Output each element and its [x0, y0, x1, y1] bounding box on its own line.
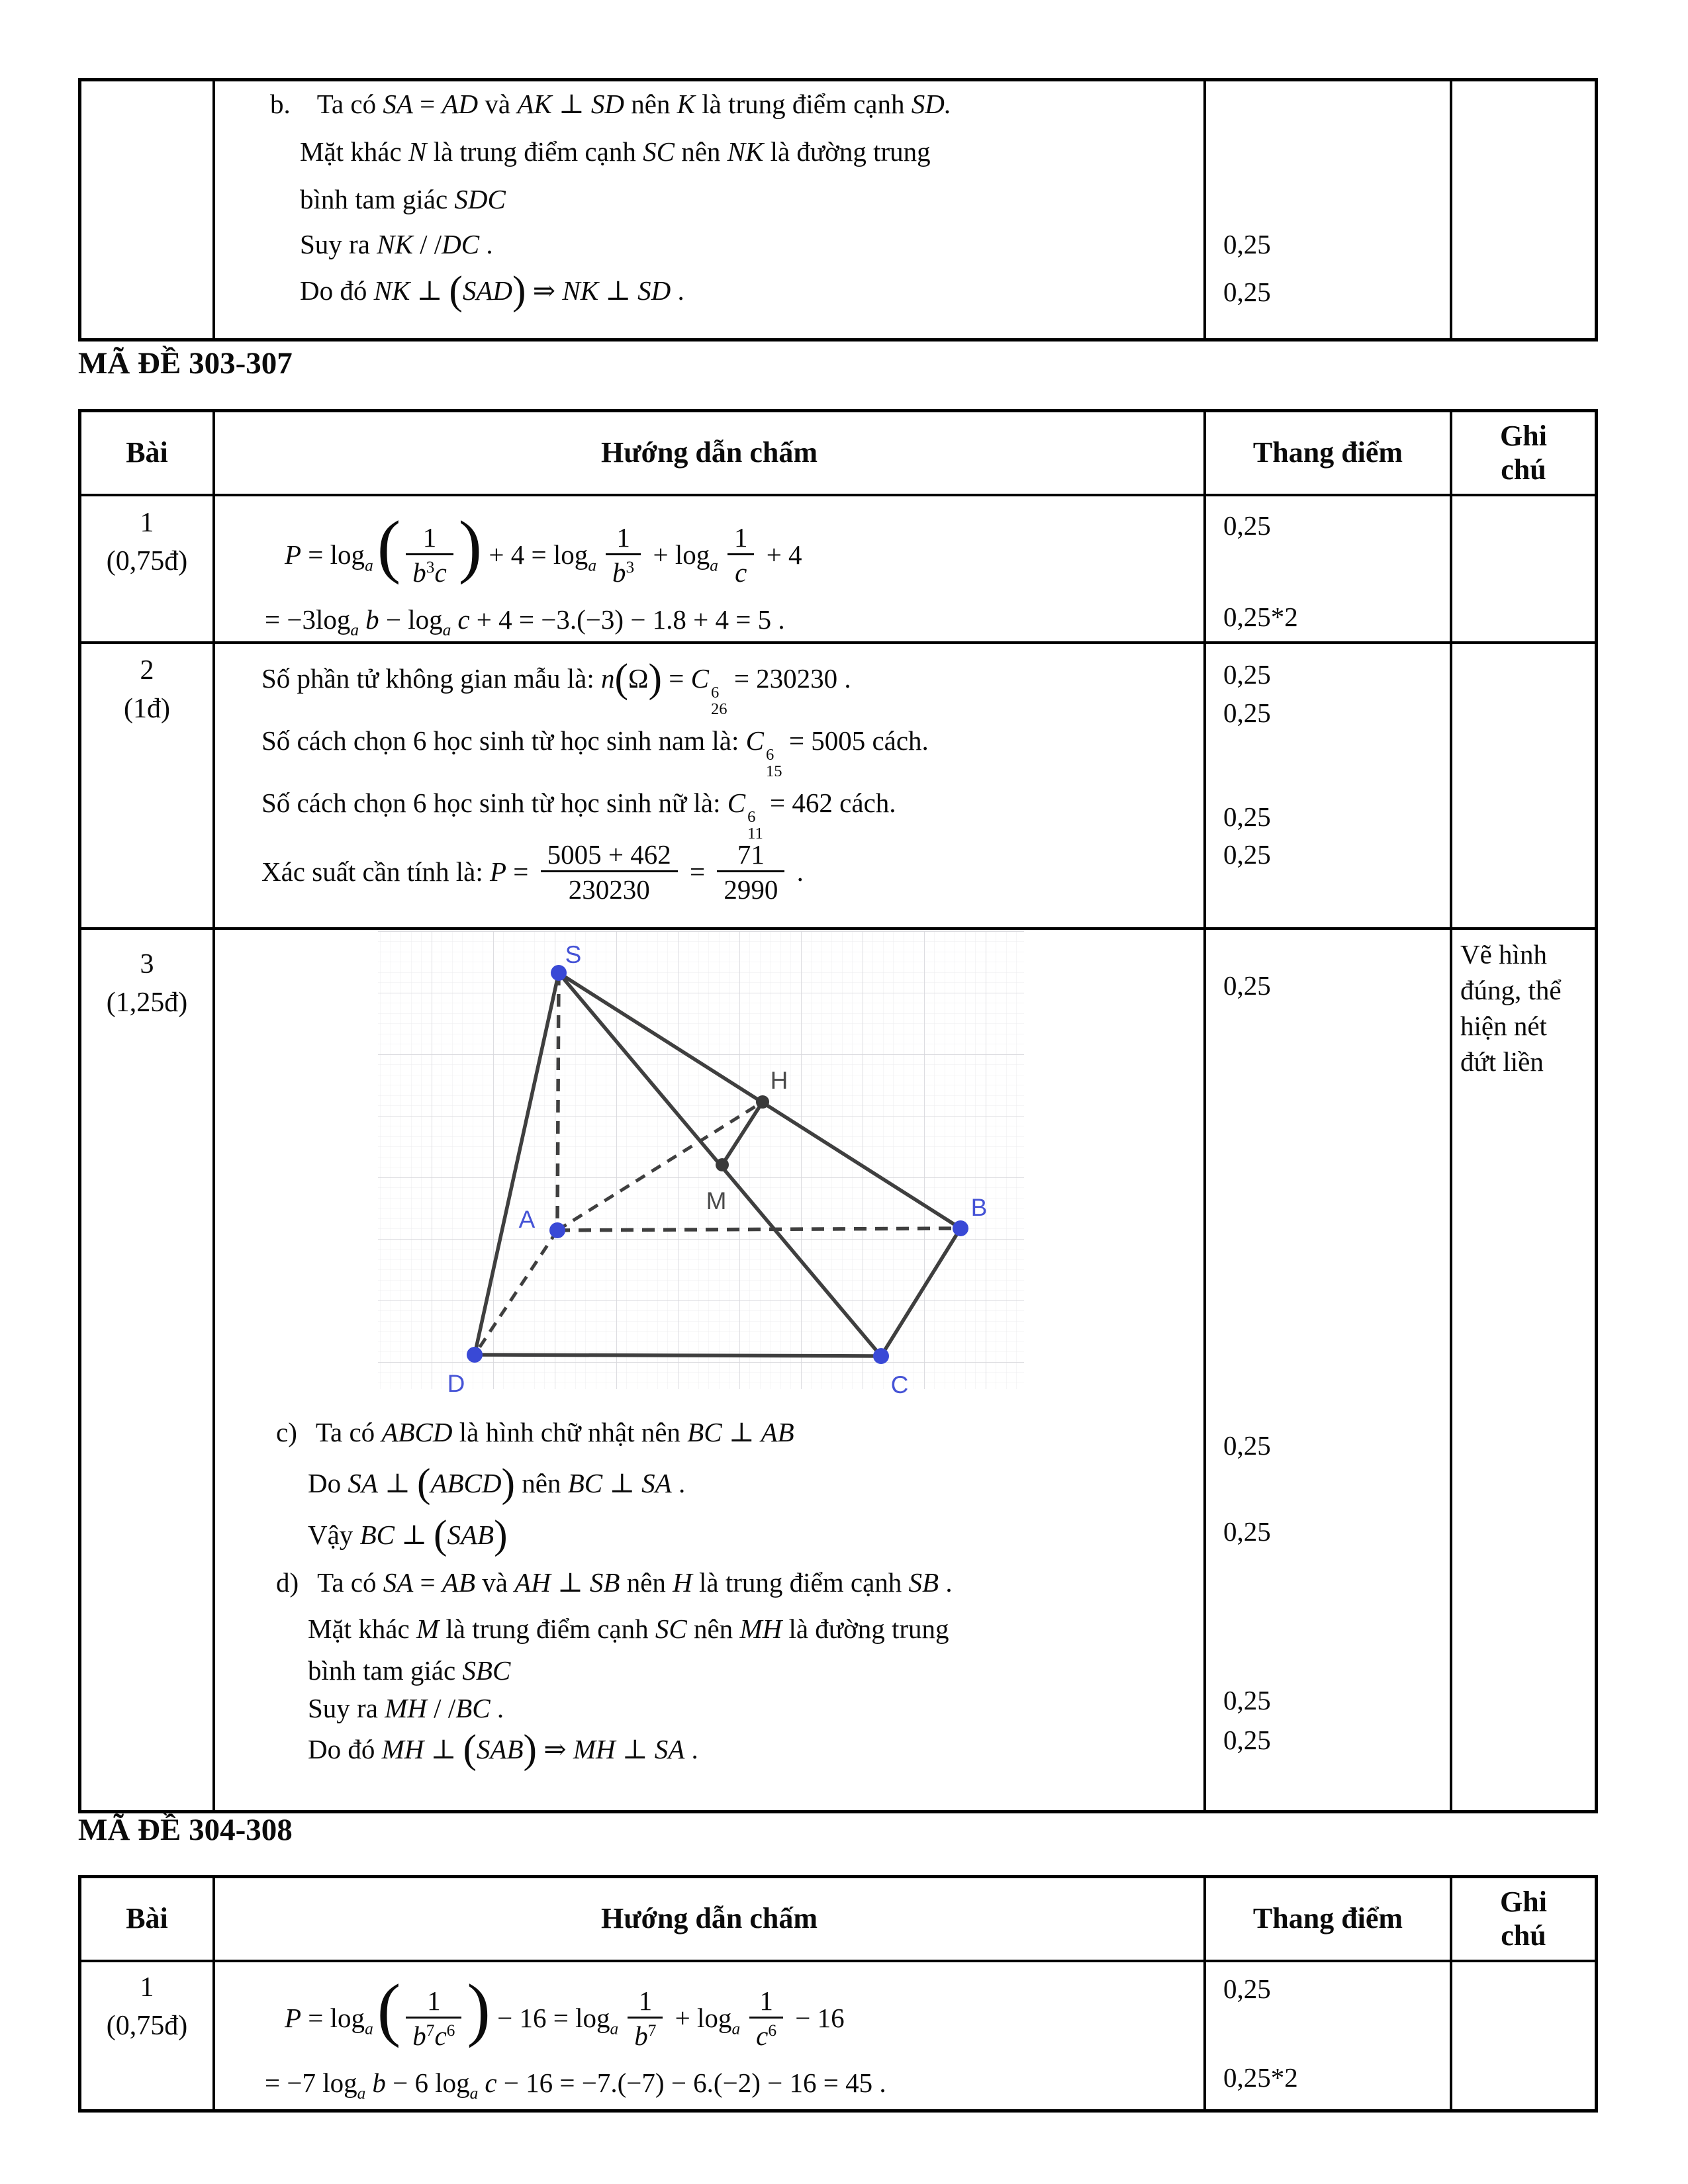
math-token: 230230	[568, 874, 650, 905]
math-token: ⊥	[377, 1468, 417, 1498]
score-value: 0,25	[1223, 510, 1271, 541]
math-token: Số cách chọn 6 học sinh từ học sinh nữ là:	[261, 788, 727, 818]
math-token: )	[512, 268, 526, 314]
score-value: 0,25	[1223, 1974, 1271, 2004]
r2-solution-cell	[215, 644, 1206, 930]
math-token: SA	[383, 1567, 414, 1598]
problem-points: (1đ)	[124, 694, 170, 724]
label-B: B	[970, 1194, 988, 1221]
score-value: 0,25	[1223, 659, 1271, 690]
math-token: − 16 = log	[490, 2003, 610, 2034]
math-token: và	[475, 1567, 515, 1598]
math-token: = log	[301, 539, 365, 570]
math-token: =	[682, 856, 712, 887]
math-token: SDC	[454, 184, 506, 214]
math-token: c	[735, 557, 747, 588]
math-token: a	[588, 556, 597, 575]
r1-note-cell	[1452, 496, 1595, 644]
math-token: (	[463, 1727, 477, 1772]
math-token: = −7 log	[265, 2068, 357, 2098]
math-token: = −3log	[265, 604, 351, 635]
problem-number: 1	[140, 508, 154, 538]
header-huong-dan-cham-label: Hướng dẫn chấm	[600, 1902, 818, 1935]
header-thang-diem-label: Thang điểm	[1252, 1902, 1403, 1935]
math-token: AD	[442, 89, 479, 119]
math-token: 3	[626, 558, 635, 577]
math-token: .	[939, 1567, 953, 1598]
math-token	[606, 523, 641, 588]
r2-note-cell	[1452, 644, 1595, 930]
b1-solution-cell	[215, 1962, 1206, 2109]
math-token: = 462 cách.	[763, 788, 896, 818]
math-token: .	[479, 229, 493, 259]
math-token: Suy ra	[300, 229, 377, 259]
math-token: .	[671, 1468, 686, 1498]
math-token: SA	[654, 1734, 685, 1764]
math-token: ⊥	[602, 1468, 642, 1498]
math-token: )	[467, 1970, 491, 2049]
math-token: bình tam giác	[308, 1655, 463, 1686]
math-token: − log	[379, 604, 443, 635]
math-token: ⊥	[615, 1734, 655, 1764]
math-token: a	[365, 2019, 373, 2038]
solution-line	[300, 183, 506, 216]
header-huong-dan-cham	[215, 1878, 1206, 1962]
math-token: )	[501, 1461, 515, 1506]
math-token: 1	[616, 522, 630, 553]
solution-line	[261, 656, 851, 719]
rubric-table-304-308	[78, 1875, 1598, 2113]
r1-solution-cell	[215, 496, 1206, 644]
math-token: C	[690, 663, 709, 694]
exam-code-heading-2: MÃ ĐỀ 304-308	[78, 1813, 293, 1847]
math-token: N	[408, 136, 427, 167]
r3-score-cell	[1206, 930, 1452, 1810]
math-token: (	[377, 507, 401, 586]
rubric-table-303-307	[78, 409, 1598, 1813]
math-token: và	[478, 89, 518, 119]
math-token: NK	[562, 275, 599, 306]
math-token: ⊥	[722, 1417, 761, 1447]
b1-number-cell	[81, 1962, 215, 2109]
math-token: H	[673, 1567, 692, 1598]
math-token: Số phần tử không gian mẫu là:	[261, 663, 602, 694]
top-table-bai-cell	[81, 81, 215, 338]
math-token: nên	[674, 136, 727, 167]
top-table-solution-cell	[215, 81, 1206, 338]
math-token	[628, 1986, 663, 2051]
math-token: Do	[308, 1468, 348, 1498]
math-token: 6 11	[747, 808, 763, 843]
grid-major	[378, 931, 1024, 1389]
math-token: nên	[686, 1614, 740, 1644]
math-token: ⊥	[424, 1734, 463, 1764]
math-token: BC	[567, 1468, 603, 1498]
math-token: b	[372, 2068, 386, 2098]
math-token: AH	[514, 1567, 551, 1598]
score-value: 0,25	[1223, 277, 1271, 307]
score-value: 0,25	[1223, 970, 1271, 1001]
math-token: b	[634, 2021, 648, 2052]
r1-number-cell	[81, 496, 215, 644]
math-token: .	[490, 1693, 504, 1723]
math-token: .	[671, 275, 684, 306]
math-token: =	[661, 663, 691, 694]
solution-line	[308, 1692, 504, 1725]
math-token: a	[731, 2019, 741, 2038]
math-token: bình tam giác	[300, 184, 455, 214]
math-token: MH	[573, 1734, 616, 1764]
math-token: + 4 = log	[482, 539, 588, 570]
edge-DC	[475, 1355, 881, 1356]
math-token: là trung điểm cạnh	[692, 1567, 909, 1598]
math-token: DC	[442, 229, 480, 259]
math-token: 6 15	[765, 746, 782, 781]
math-token: NK	[727, 136, 764, 167]
math-token: BC	[687, 1417, 722, 1447]
exam-code-heading-1: MÃ ĐỀ 303-307	[78, 346, 293, 381]
math-token: − 16	[788, 2003, 845, 2034]
math-token: là trung điểm cạnh	[695, 89, 912, 119]
point-S	[551, 965, 567, 981]
point-D	[467, 1347, 483, 1363]
math-token: C	[745, 725, 764, 756]
score-value: 0,25*2	[1223, 602, 1298, 632]
math-token: n	[601, 663, 615, 694]
math-token: C	[727, 788, 746, 818]
math-token: Ta có	[315, 1417, 382, 1447]
math-token: 2990	[724, 874, 778, 905]
top-table	[78, 78, 1598, 341]
label-A: A	[518, 1206, 536, 1233]
math-token: ⇒	[537, 1734, 573, 1764]
score-value: 0,25	[1223, 698, 1271, 728]
math-token: SB	[908, 1567, 939, 1598]
score-value: 0,25	[1223, 1430, 1271, 1461]
math-token: (	[434, 1512, 447, 1558]
math-token: AB	[442, 1567, 475, 1598]
math-token	[541, 840, 678, 905]
label-S: S	[565, 941, 582, 968]
math-token: 7	[426, 2021, 435, 2040]
math-token: ⊥	[551, 89, 591, 119]
solution-line	[308, 1613, 949, 1645]
math-token: (	[449, 268, 463, 314]
label-C: C	[890, 1371, 909, 1394]
math-token: là đường trung	[782, 1614, 949, 1644]
header-thang-diem	[1206, 412, 1452, 496]
header-huong-dan-cham-label: Hướng dẫn chấm	[600, 436, 818, 469]
point-C	[873, 1348, 889, 1364]
formula-line	[265, 604, 785, 641]
math-token: + log	[668, 2003, 732, 2034]
top-table-score-cell	[1206, 81, 1452, 338]
header-thang-diem-label: Thang điểm	[1252, 436, 1403, 469]
math-token: Do đó	[308, 1734, 382, 1764]
math-token: Ta có	[317, 1567, 383, 1598]
math-token: SD	[637, 275, 671, 306]
math-token: 1	[759, 1985, 773, 2016]
math-token: là trung điểm cạnh	[426, 136, 643, 167]
math-token: SD	[590, 89, 624, 119]
math-token: AB	[761, 1417, 794, 1447]
math-token: SC	[643, 136, 675, 167]
math-token: MH	[385, 1693, 427, 1723]
math-token: NK	[373, 275, 410, 306]
math-token: nên	[624, 89, 677, 119]
solution-line	[261, 787, 896, 842]
solution-line	[270, 88, 951, 120]
math-token: a	[357, 2084, 366, 2103]
b1-score-cell	[1206, 1962, 1452, 2109]
math-token: + 4	[759, 539, 802, 570]
math-token: )	[648, 656, 662, 702]
solution-line	[261, 725, 929, 780]
solution-line	[276, 1416, 794, 1449]
math-token: ⊥	[550, 1567, 590, 1598]
math-token: c	[485, 2068, 497, 2098]
math-token: d)	[276, 1567, 299, 1598]
b1-note-cell	[1452, 1962, 1595, 2109]
math-token: MH	[381, 1734, 424, 1764]
math-token: Vậy	[308, 1520, 360, 1550]
math-token: SAB	[476, 1734, 524, 1764]
solution-line	[308, 1655, 510, 1687]
math-token: 6 26	[710, 684, 727, 719]
problem-number: 2	[140, 655, 154, 686]
math-token: nên	[620, 1567, 673, 1598]
score-value: 0,25	[1223, 1516, 1271, 1547]
header-ghi-chu-label: Ghi chú	[1500, 419, 1547, 486]
math-token: 1	[422, 522, 437, 553]
header-ghi-chu	[1452, 412, 1595, 496]
math-token: Xác suất cần tính là:	[261, 856, 490, 887]
score-value: 0,25	[1223, 839, 1271, 870]
label-D: D	[447, 1370, 465, 1394]
point-M	[716, 1158, 729, 1171]
solution-line	[261, 839, 804, 907]
math-token: 1	[638, 1985, 653, 2016]
math-token: SB	[589, 1567, 620, 1598]
math-token: P	[285, 2003, 302, 2034]
math-token: ABCD	[381, 1417, 453, 1447]
r1-score-cell	[1206, 496, 1452, 644]
problem-points: (1,25đ)	[106, 987, 188, 1018]
math-token: a	[365, 556, 373, 575]
math-token: ⇒	[526, 275, 563, 306]
math-token: Suy ra	[308, 1693, 385, 1723]
score-value: 0,25*2	[1223, 2062, 1298, 2093]
point-B	[953, 1220, 968, 1236]
math-token: Số cách chọn 6 học sinh từ học sinh nam là:	[261, 725, 746, 756]
math-token: SA	[641, 1468, 672, 1498]
math-token: =	[412, 89, 442, 119]
math-token: Mặt khác	[300, 136, 408, 167]
header-ghi-chu	[1452, 1878, 1595, 1962]
math-token: SAD	[462, 275, 513, 306]
math-token: a	[469, 2084, 479, 2103]
math-token	[727, 523, 755, 588]
math-token: = log	[301, 2003, 365, 2034]
score-value: 0,25	[1223, 801, 1271, 832]
math-token: c	[434, 2021, 447, 2052]
math-token: Mặt khác	[308, 1614, 416, 1644]
math-token: (	[416, 1461, 431, 1506]
math-token: = 5005 cách.	[782, 725, 929, 756]
point-A	[549, 1222, 565, 1238]
score-value: 0,25	[1223, 1685, 1271, 1715]
math-token: ⊥	[410, 275, 449, 306]
math-token: là đường trung	[763, 136, 931, 167]
header-bai-label: Bài	[126, 436, 168, 469]
header-huong-dan-cham	[215, 412, 1206, 496]
top-table-note-cell	[1452, 81, 1595, 338]
math-token: Ω	[628, 663, 649, 694]
math-token: P	[285, 539, 302, 570]
math-token: =	[413, 1567, 442, 1598]
header-bai-label: Bài	[126, 1902, 168, 1935]
math-token	[406, 1986, 461, 2051]
math-token: + 4 = −3.(−3) − 1.8 + 4 = 5 .	[469, 604, 785, 635]
r3-note-cell	[1452, 930, 1595, 1810]
math-token: 3	[426, 558, 435, 577]
r2-number-cell	[81, 644, 215, 930]
math-token: AK	[517, 89, 552, 119]
header-bai	[81, 1878, 215, 1962]
math-token: a	[710, 556, 718, 575]
math-token: a	[442, 621, 451, 640]
math-token: SBC	[462, 1655, 511, 1686]
math-token: MH	[739, 1614, 782, 1644]
problem-points: (0,75đ)	[106, 546, 188, 576]
solution-line	[308, 1512, 508, 1558]
solution-line	[300, 136, 931, 168]
math-token: a	[350, 621, 359, 640]
math-token: 5005 + 462	[547, 839, 671, 870]
math-token: 1	[427, 1985, 441, 2016]
r3-number-cell	[81, 930, 215, 1810]
math-token	[749, 1986, 783, 2051]
math-token: b	[612, 557, 626, 588]
math-token: 7	[647, 2021, 657, 2040]
formula-line	[265, 2067, 886, 2104]
r3-solution-cell	[215, 930, 1206, 1810]
solution-line	[308, 1461, 686, 1506]
header-bai	[81, 412, 215, 496]
math-token: 1	[733, 522, 748, 553]
problem-points: (0,75đ)	[106, 2011, 188, 2041]
point-H	[756, 1095, 769, 1109]
math-token	[717, 840, 784, 905]
math-token: / /	[426, 1693, 456, 1723]
pyramid-figure	[370, 931, 1032, 1394]
math-token: 71	[737, 839, 765, 870]
solution-line	[300, 228, 493, 261]
math-token: 6	[446, 2021, 455, 2040]
math-token: .	[684, 1734, 698, 1764]
math-token: (	[614, 656, 629, 702]
score-value: 0,25	[1223, 1725, 1271, 1755]
math-token: )	[523, 1727, 537, 1772]
formula-line	[285, 507, 802, 590]
math-token: NK	[377, 229, 413, 259]
math-token: / /	[412, 229, 442, 259]
solution-line	[276, 1567, 953, 1599]
problem-number: 3	[140, 949, 154, 979]
math-token: 6	[768, 2021, 777, 2040]
math-token: ⊥	[394, 1520, 434, 1550]
math-token: Ta có	[316, 89, 383, 119]
math-token: b.	[270, 89, 291, 119]
math-token: − 6 log	[385, 2068, 470, 2098]
math-token: c	[434, 557, 447, 588]
note-text: Vẽ hình đúng, thể hiện nét đứt liền	[1460, 939, 1562, 1077]
solution-line	[300, 268, 684, 314]
math-token: + log	[646, 539, 710, 570]
math-token: là hình chữ nhật nên	[452, 1417, 688, 1447]
label-M: M	[706, 1187, 727, 1214]
solution-line	[308, 1727, 698, 1772]
math-token: K	[677, 89, 695, 119]
math-token: a	[610, 2019, 619, 2038]
math-token: BC	[359, 1520, 395, 1550]
math-token: = 230230 .	[727, 663, 851, 694]
math-token: SD.	[911, 89, 952, 119]
math-token: c	[756, 2021, 769, 2052]
math-token: c)	[276, 1417, 297, 1447]
r2-score-cell	[1206, 644, 1452, 930]
math-token: =	[506, 856, 536, 887]
math-token: SA	[348, 1468, 378, 1498]
math-token: ABCD	[430, 1468, 502, 1498]
math-token: )	[494, 1512, 508, 1558]
math-token	[406, 523, 453, 588]
formula-line	[285, 1970, 845, 2054]
label-H: H	[770, 1067, 788, 1094]
math-token: ⊥	[598, 275, 638, 306]
math-token: P	[489, 856, 507, 887]
math-token: c	[457, 604, 470, 635]
math-token: b	[412, 557, 426, 588]
math-token: SC	[655, 1614, 687, 1644]
math-token: .	[790, 856, 804, 887]
math-token: Do đó	[300, 275, 374, 306]
math-token: − 16 = −7.(−7) − 6.(−2) − 16 = 45 .	[496, 2068, 886, 2098]
math-token: b	[365, 604, 379, 635]
math-token: nên	[514, 1468, 568, 1498]
math-token: SAB	[447, 1520, 494, 1550]
math-token: b	[412, 2021, 426, 2052]
problem-number: 1	[140, 1972, 154, 2003]
score-value: 0,25	[1223, 229, 1271, 259]
math-token: SA	[383, 89, 413, 119]
math-token: (	[377, 1970, 401, 2049]
math-token: M	[416, 1614, 440, 1644]
math-token: BC	[455, 1693, 491, 1723]
header-ghi-chu-label: Ghi chú	[1500, 1885, 1547, 1952]
math-token: )	[458, 507, 483, 586]
math-token: là trung điểm cạnh	[439, 1614, 655, 1644]
header-thang-diem	[1206, 1878, 1452, 1962]
